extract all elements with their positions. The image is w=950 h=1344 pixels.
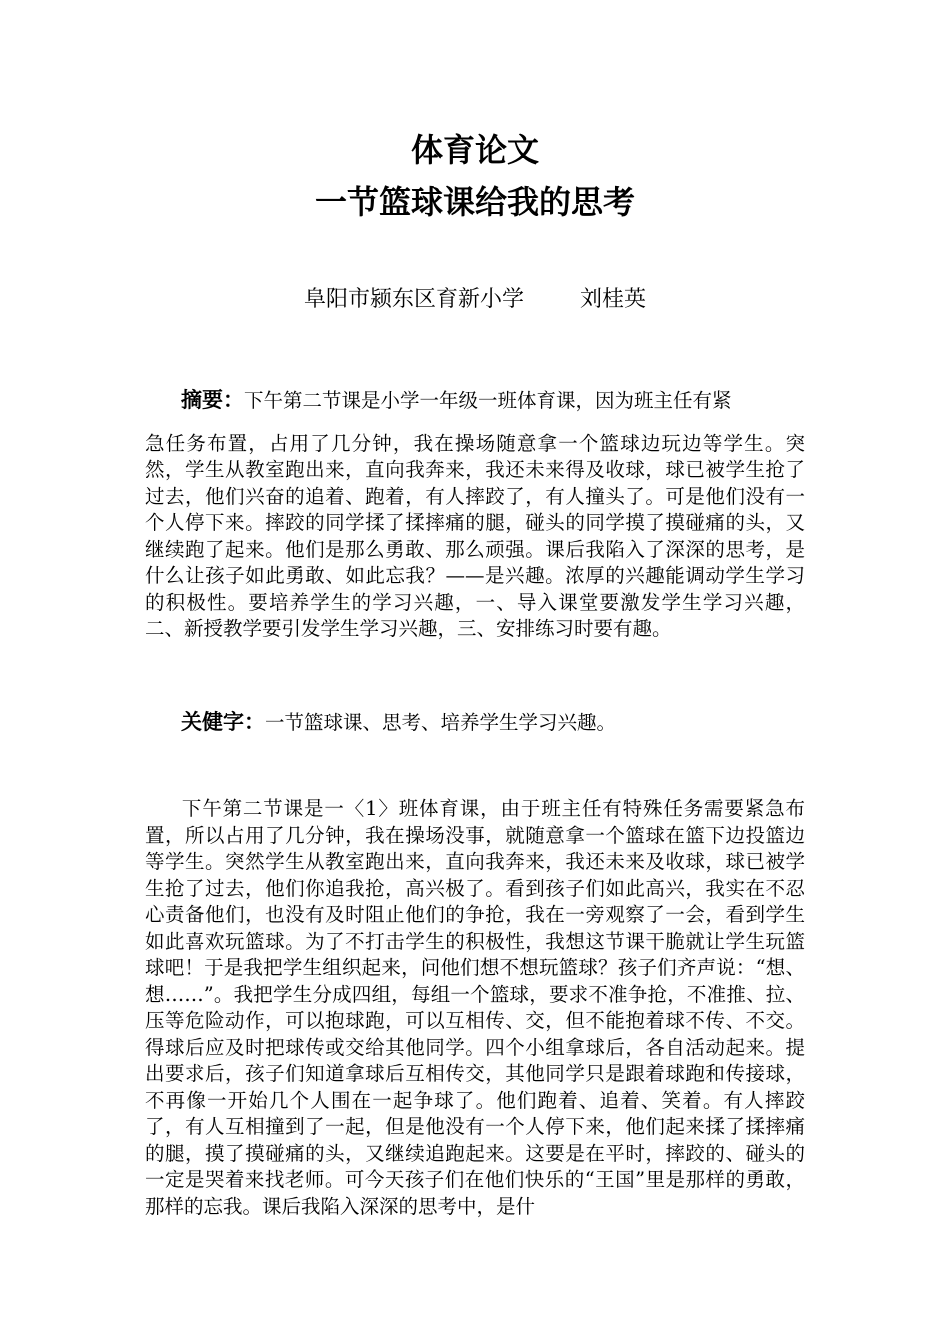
keywords-text: 一节篮球课、思考、培养学生学习兴趣。 [265, 711, 617, 734]
abstract-text: 急任务布置，占用了几分钟，我在操场随意拿一个篮球边玩边等学生。突然，学生从教室跑出来，直向我奔来，我还未来得及收球，球已被学生抢了过去，他们兴奋的追着、跑着，有人摔跤了，有人撞头了。可是他们没有一个人停下来。摔跤的同学揉了揉摔痛的腿，碰头的同学摸了摸碰痛的头，又继续跑了起来。他们是那么勇敢、那么顽强。课后我陷入了深深的思考，是什么让孩子如此勇敢、如此忘我？——是兴趣。浓厚的兴趣能调动学生学习的积极性。要培养学生的学习兴趣，一、导入课堂要激发学生学习兴趣，二、新授教学要引发学生学习兴趣，三、安排练习时要有趣。 [145, 431, 805, 640]
body-paragraph-text: 下午第二节课是一〈1〉班体育课，由于班主任有特殊任务需要紧急布置，所以占用了几分钟，我在操场没事，就随意拿一个篮球在篮下边投篮边等学生。突然学生从教室跑出来，直向我奔来，我还未来及收球，球已被学生抢了过去，他们你追我抢，高兴极了。看到孩子们如此高兴，我实在不忍心责备他们，也没有及时阻止他们的争抢，我在一旁观察了一会，看到学生如此喜欢玩篮球。为了不打击学生的积极性，我想这节课干脆就让学生玩篮球吧！于是我把学生组织起来，问他们想不想玩篮球？孩子们齐声说：“想、想……”。我把学生分成四组，每组一个篮球，要求不准争抢，不准推、拉、压等危险动作，可以抱球跑，可以互相传、交，但不能抱着球不传、不交。得球后应及时把球传或交给其他同学。四个小组拿球后，各自活动起来。提出要求后，孩子们知道拿球后互相传交，其他同学只是跟着球跑和传接球，不再像一开始几个人围在一起争球了。他们跑着、追着、笑着。有人摔跤了，有人互相撞到了一起，但是他没有一个人停下来，他们起来揉了揉摔痛的腿，摸了摸碰痛的头，又继续追跑起来。这要是在平时，摔跤的、碰头的一定是哭着来找老师。可今天孩子们在他们快乐的“王国”里是那样的勇敢，那样的忘我。课后我陷入深深的思考中，是什 [145, 797, 805, 1218]
keywords-label: 关健字： [181, 710, 265, 734]
abstract-section [145, 387, 805, 643]
keywords-section [145, 709, 805, 737]
author-name: 刘桂英 [579, 287, 646, 312]
body-paragraph [145, 796, 805, 1220]
document-subtitle: 一节篮球课给我的思考 [314, 183, 635, 221]
author-line [0, 285, 950, 315]
document-title: 体育论文 [410, 131, 539, 169]
abstract-label: 摘要： [181, 388, 244, 412]
school-name: 阜阳市颍东区育新小学 [304, 287, 525, 312]
abstract-first-line [145, 387, 805, 415]
abstract-first-text: 下午第二节课是小学一年级一班体育课，因为班主任有紧 [244, 389, 732, 412]
